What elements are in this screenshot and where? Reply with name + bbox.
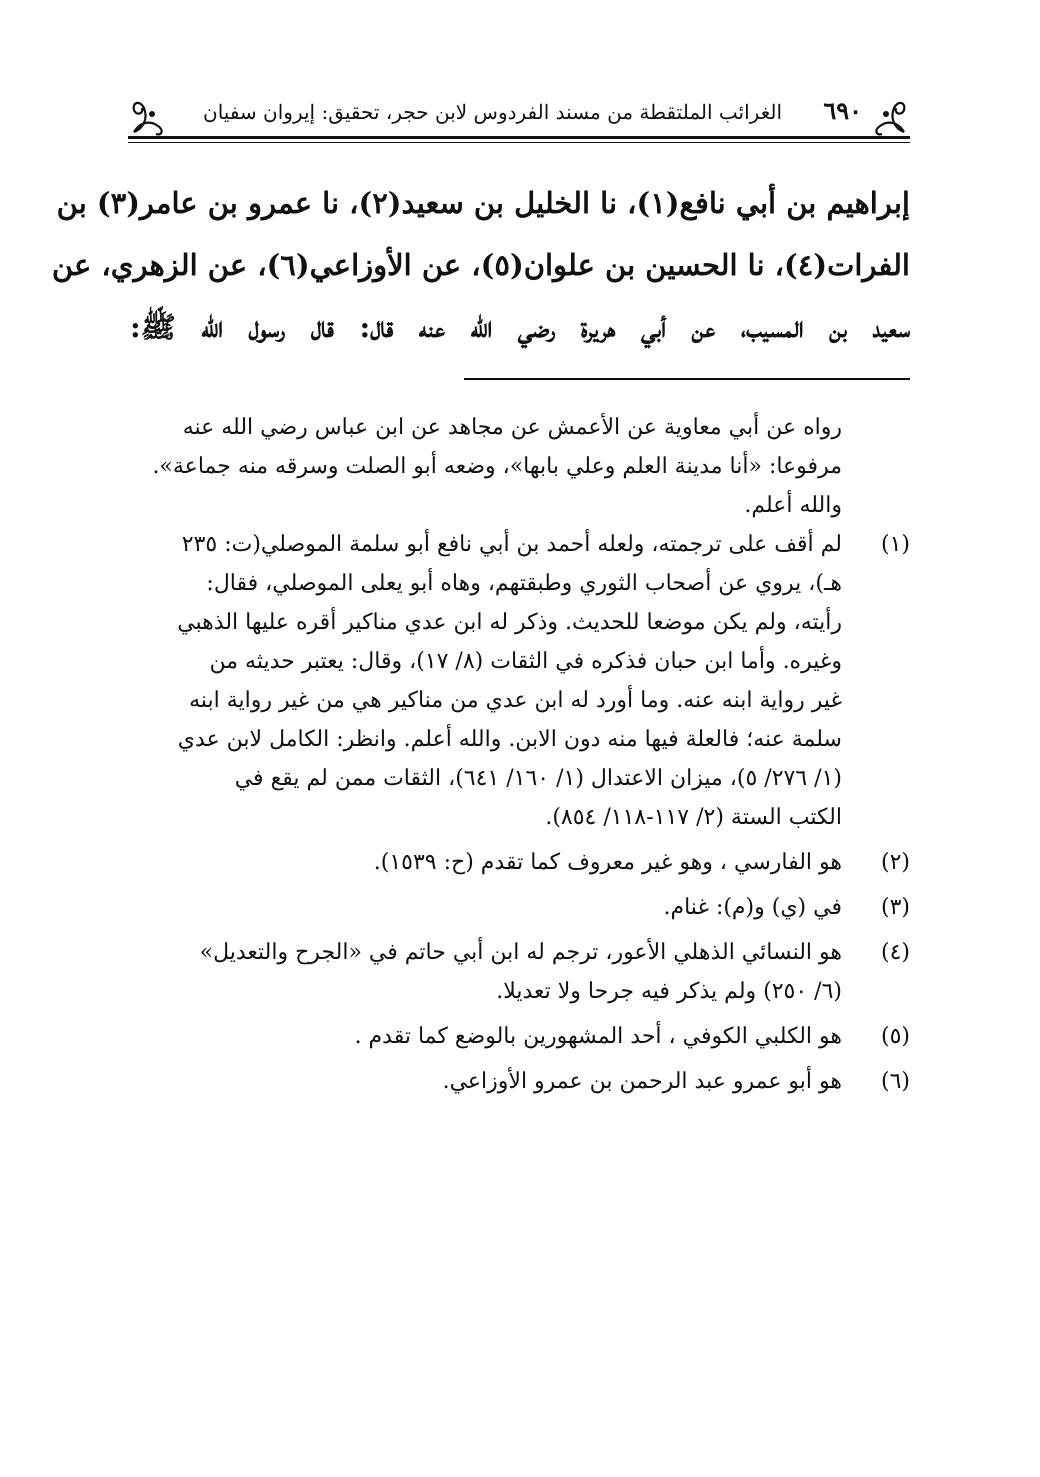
main-text-line: سعيد بن المسيب، عن أبي هريرة رضي الله عنه قال: قال رسول الله ﷺ: (130, 310, 910, 344)
footnote-number: (٣) (880, 895, 910, 920)
footnote-line: (٦/ ٢٥٠) ولم يذكر فيه جرحا ولا تعديلا. (496, 979, 842, 1004)
footnote-number: (١) (880, 532, 910, 557)
footnote-number: (٤) (880, 940, 910, 965)
footnotes (130, 408, 910, 1101)
footnote-line: هو الكلبي الكوفي ، أحد المشهورين بالوضع كما تقدم . (354, 1024, 842, 1049)
footnote-number: (٥) (880, 1024, 910, 1049)
footnote-item (130, 933, 910, 1011)
footnote-number: (٢) (880, 850, 910, 875)
footnote-separator (464, 378, 910, 380)
page-number: ٦٩٠ (823, 96, 862, 125)
running-header (128, 92, 910, 152)
footnote-line: في (ي) و(م): غنام. (663, 895, 842, 920)
footnote-line: وغيره. وأما ابن حبان فذكره في الثقات (٨/ ١٧)، وقال: يعتبر حديثه من (209, 649, 842, 674)
footnote-line: (١/ ٢٧٦/ ٥)، ميزان الاعتدال (١/ ١٦٠/ ٦٤١)، الثقات ممن لم يقع في (234, 766, 842, 791)
footnote-item (130, 1062, 910, 1101)
footnote-item (130, 843, 910, 882)
footnote-line: هـ)، يروي عن أصحاب الثوري وطبقتهم، وهاه أبو يعلى الموصلي، فقال: (206, 571, 842, 596)
footnote-line: سلمة عنه؛ فالعلة فيها منه دون الابن. والله أعلم. وانظر: الكامل لابن عدي (177, 727, 842, 752)
header-rule (128, 136, 910, 139)
footnote-line: غير رواية ابنه عنه. وما أورد له ابن عدي من مناكير هي من غير رواية ابنه (189, 688, 842, 713)
header-title: الغرائب الملتقطة من مسند الفردوس لابن حجر، تحقيق: إيروان سفيان (203, 100, 782, 124)
footnote-line: مرفوعا: «أنا مدينة العلم وعلي بابها»، وضعه أبو الصلت وسرقه منه جماعة». (152, 454, 842, 479)
header-rule (128, 142, 910, 143)
footnote-line: هو النسائي الذهلي الأعور، ترجم له ابن أبي حاتم في «الجرح والتعديل» (199, 940, 842, 965)
ornament-icon (864, 92, 910, 138)
footnote-line: رأيته، ولم يكن موضعا للحديث. وذكر له ابن عدي مناكير أقره عليها الذهبي (177, 610, 842, 635)
footnote-number: (٦) (880, 1069, 910, 1094)
footnote-item (130, 525, 910, 837)
footnote-item (130, 888, 910, 927)
main-text (51, 172, 910, 358)
ornament-icon (128, 92, 174, 138)
footnote-line: هو الفارسي ، وهو غير معروف كما تقدم (ح: ١٥٣٩). (373, 850, 842, 875)
main-text-line: الفرات(٤)، نا الحسين بن علوان(٥)، عن الأوزاعي(٦)، عن الزهري، عن (51, 248, 910, 282)
footnote-line: والله أعلم. (744, 493, 842, 518)
footnote-line: رواه عن أبي معاوية عن الأعمش عن مجاهد عن ابن عباس رضي الله عنه (182, 415, 842, 440)
footnote-line: الكتب الستة (٢/ ١١٧-١١٨/ ٨٥٤). (545, 805, 842, 830)
main-text-line: إبراهيم بن أبي نافع(١)، نا الخليل بن سعيد(٢)، نا عمرو بن عامر(٣) بن (56, 186, 910, 220)
footnote-line: لم أقف على ترجمته، ولعله أحمد بن أبي نافع أبو سلمة الموصلي(ت: ٢٣٥ (181, 532, 842, 557)
footnote-item (130, 1017, 910, 1056)
footnote-line: هو أبو عمرو عبد الرحمن بن عمرو الأوزاعي. (442, 1069, 842, 1094)
